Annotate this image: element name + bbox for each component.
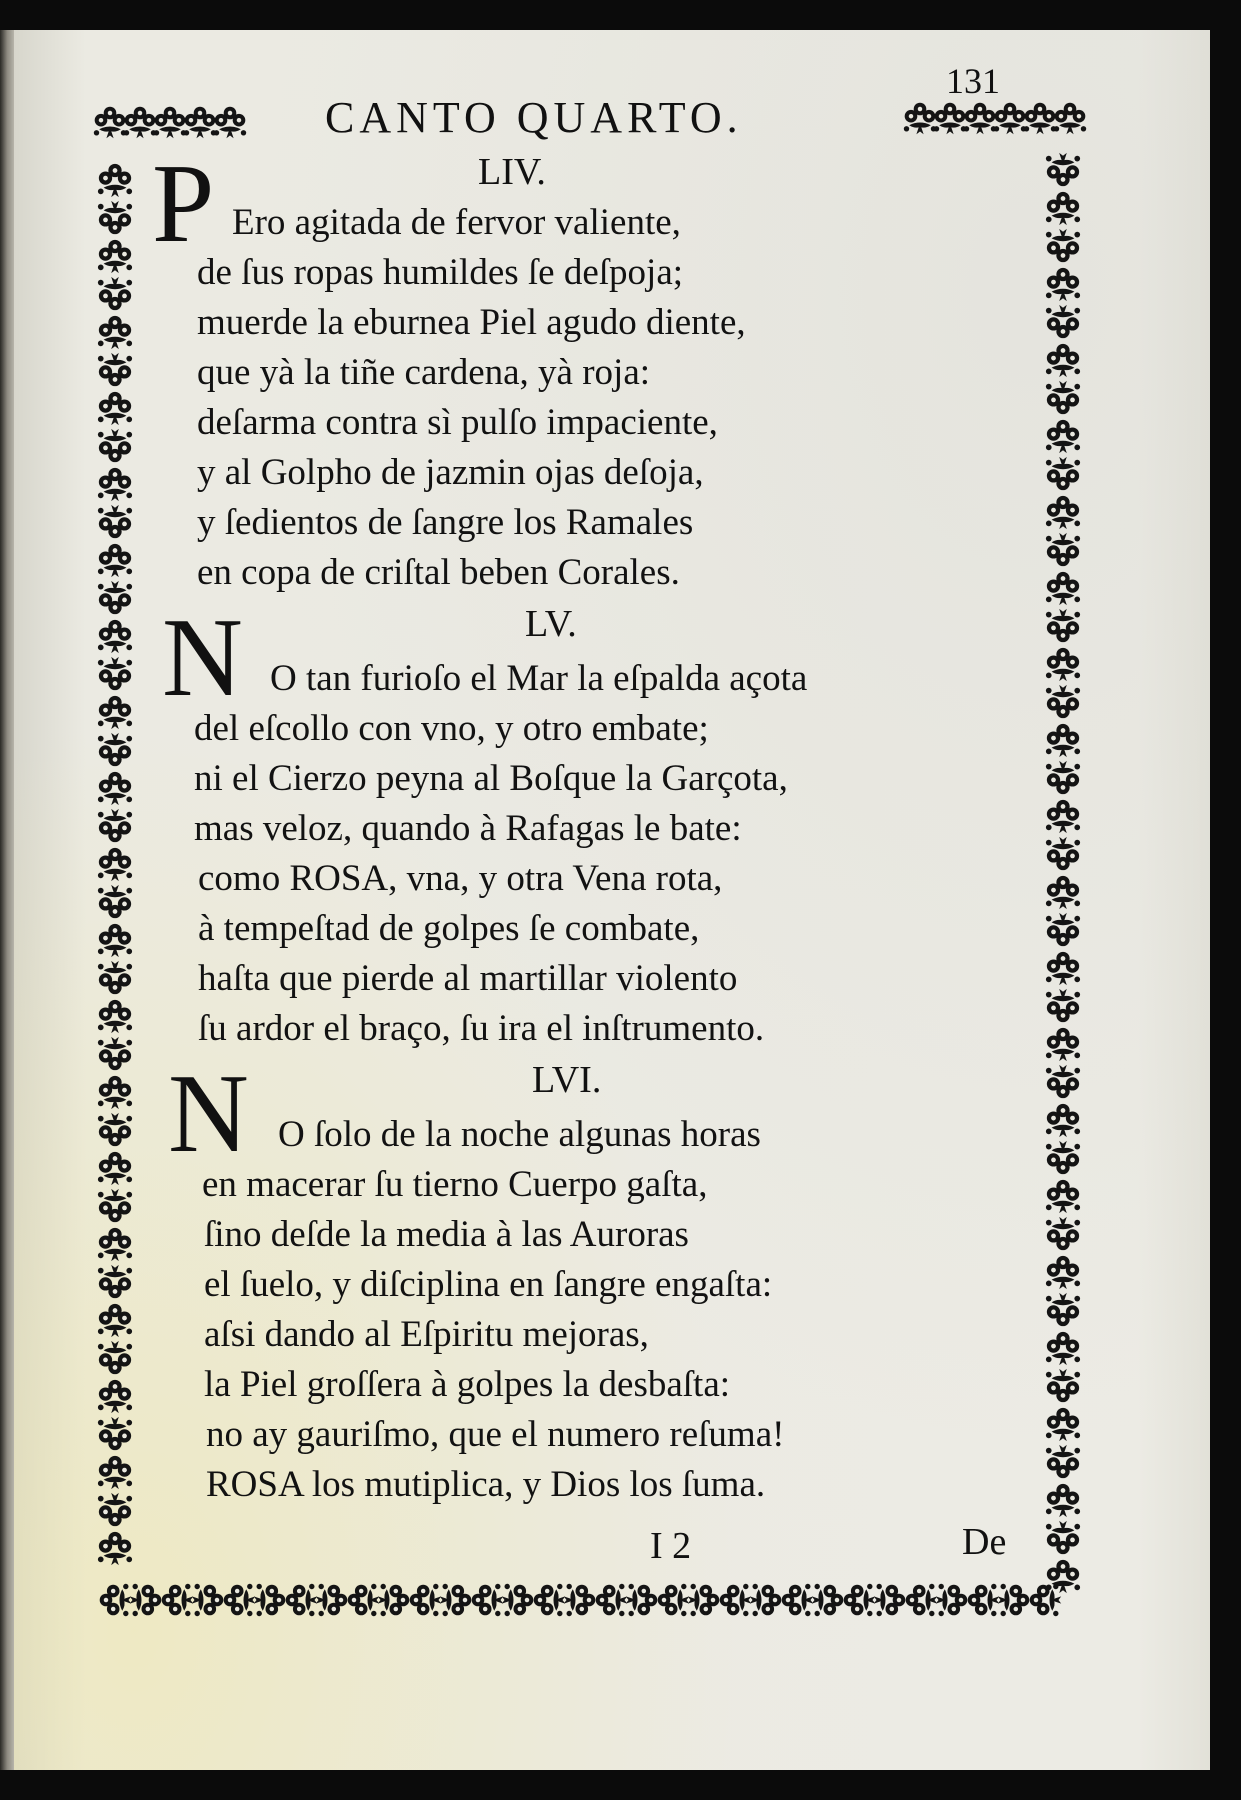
verse-line: de ſus ropas humildes ſe deſpoja; (197, 252, 684, 293)
verse-line: mas veloz, quando à Rafagas le bate: (194, 808, 742, 849)
fleuron-icon (98, 353, 132, 386)
verse-line: ſino deſde la media à las Auroras (204, 1214, 689, 1255)
verse-line: que yà la tiñe cardena, yà roja: (197, 352, 651, 393)
fleuron-icon (224, 1584, 256, 1616)
fleuron-icon (1046, 1028, 1080, 1061)
verse-line: y ſedientos de ſangre los Ramales (197, 502, 694, 543)
fleuron-icon (596, 1584, 628, 1616)
fleuron-icon (1046, 496, 1080, 529)
fleuron-icon (440, 1584, 472, 1616)
verse-line: aſsi dando al Eſpiritu mejoras, (204, 1314, 649, 1355)
fleuron-icon (98, 1152, 132, 1185)
fleuron-icon (98, 733, 132, 766)
fleuron-icon (564, 1584, 596, 1616)
fleuron-icon (1046, 381, 1080, 414)
verse-line: Ero agitada de fervor valiente, (232, 202, 681, 243)
fleuron-icon (1046, 457, 1080, 490)
fleuron-icon (968, 1584, 1000, 1616)
fleuron-icon (844, 1584, 876, 1616)
verse-line: no ay gauriſmo, que el numero reſuma! (206, 1414, 785, 1455)
fleuron-icon (98, 1532, 132, 1565)
fleuron-icon (98, 1341, 132, 1374)
drop-capital: P (152, 142, 215, 266)
drop-capital: N (162, 596, 243, 720)
running-title: CANTO QUARTO. (325, 93, 743, 142)
fleuron-icon (1046, 229, 1080, 262)
fleuron-icon (98, 1037, 132, 1070)
fleuron-icon (1046, 1521, 1080, 1554)
folio-number: 131 (946, 61, 1000, 101)
fleuron-icon (130, 1584, 162, 1616)
fleuron-icon (286, 1584, 318, 1616)
fleuron-icon (1046, 1332, 1080, 1365)
fleuron-icon (254, 1584, 285, 1616)
verse-line: O ſolo de la noche algunas horas (278, 1114, 761, 1155)
fleuron-icon (1046, 876, 1080, 909)
fleuron-icon (782, 1584, 814, 1616)
fleuron-icon (192, 1584, 224, 1616)
fleuron-icon (1046, 1104, 1080, 1137)
fleuron-icon (98, 1228, 132, 1261)
fleuron-icon (1046, 420, 1080, 453)
fleuron-icon (502, 1584, 534, 1616)
fleuron-icon (1046, 192, 1080, 225)
fleuron-icon (1046, 685, 1080, 718)
fleuron-icon (1046, 1293, 1080, 1326)
fleuron-icon (98, 1265, 132, 1298)
fleuron-icon (1046, 913, 1080, 946)
fleuron-icon (1046, 1408, 1080, 1441)
fleuron-icon (98, 1493, 132, 1526)
fleuron-icon (98, 772, 132, 805)
verse-line: haſta que pierde al martillar violento (198, 958, 738, 999)
fleuron-icon (98, 240, 132, 273)
fleuron-icon (1046, 533, 1080, 566)
fleuron-icon (1046, 837, 1080, 870)
fleuron-icon (1046, 1445, 1080, 1478)
fleuron-icon (1046, 724, 1080, 757)
fleuron-icon (998, 1584, 1030, 1616)
fleuron-icon (688, 1584, 720, 1616)
stanza-number: LVI. (532, 1059, 602, 1101)
fleuron-icon (98, 468, 132, 501)
fleuron-icon (162, 1584, 194, 1616)
verse-line: O tan furioſo el Mar la eſpalda açota (270, 658, 808, 699)
fleuron-icon (534, 1584, 566, 1616)
verse-line: en macerar ſu tierno Cuerpo gaſta, (202, 1164, 708, 1205)
fleuron-icon (98, 885, 132, 918)
fleuron-icon (410, 1584, 442, 1616)
fleuron-icon (98, 1456, 132, 1489)
fleuron-icon (378, 1584, 410, 1616)
verse-line: como ROSA, vna, y otra Vena rota, (198, 858, 723, 899)
stanza-number: LV. (525, 603, 577, 645)
verse-line: muerde la eburnea Piel agudo diente, (197, 302, 746, 343)
fleuron-icon (98, 961, 132, 994)
signature-mark: I 2 (650, 1525, 692, 1567)
fleuron-icon (1046, 761, 1080, 794)
fleuron-icon (348, 1584, 380, 1616)
fleuron-icon (472, 1584, 504, 1616)
verse-line: deſarma contra sì pulſo impaciente, (197, 402, 718, 443)
fleuron-icon (1046, 1065, 1080, 1098)
fleuron-icon (812, 1584, 844, 1616)
verse-line: en copa de criſtal beben Corales. (197, 552, 680, 593)
fleuron-icon (100, 1584, 132, 1616)
fleuron-icon (98, 809, 132, 842)
fleuron-icon (98, 581, 132, 614)
verse-line: à tempeſtad de golpes ſe combate, (198, 908, 700, 949)
drop-capital: N (168, 1052, 249, 1176)
fleuron-icon (1046, 305, 1080, 338)
fleuron-icon (936, 1584, 968, 1616)
fleuron-icon (626, 1584, 658, 1616)
fleuron-icon (98, 1189, 132, 1222)
fleuron-icon (98, 392, 132, 425)
verse-line: ROSA los mutiplica, y Dios los ſuma. (206, 1464, 766, 1505)
fleuron-icon (1046, 268, 1080, 301)
verse-line: y al Golpho de jazmin ojas deſoja, (197, 452, 704, 493)
fleuron-icon (1046, 1560, 1080, 1593)
fleuron-icon (874, 1584, 906, 1616)
fleuron-icon (98, 429, 132, 462)
stanza-number: LIV. (478, 151, 546, 193)
fleuron-icon (98, 277, 132, 310)
fleuron-icon (98, 924, 132, 957)
fleuron-icon (1046, 1484, 1080, 1517)
fleuron-icon (906, 1584, 938, 1616)
fleuron-icon (1030, 1584, 1062, 1616)
fleuron-icon (1046, 344, 1080, 377)
fleuron-icon (98, 1304, 132, 1337)
fleuron-icon (98, 696, 132, 729)
fleuron-icon (98, 848, 132, 881)
fleuron-icon (98, 201, 132, 234)
fleuron-icon (98, 544, 132, 577)
fleuron-icon (1046, 800, 1080, 833)
fleuron-icon (98, 1113, 132, 1146)
verse-line: del eſcollo con vno, y otro embate; (194, 708, 709, 749)
fleuron-icon (1046, 1256, 1080, 1289)
fleuron-icon (98, 657, 132, 690)
fleuron-icon (1046, 1369, 1080, 1402)
verse-line: ſu ardor el braço, ſu ira el inſtrumento. (198, 1008, 765, 1049)
fleuron-icon (1046, 1217, 1080, 1250)
catchword: De (962, 1521, 1007, 1563)
fleuron-icon (1046, 952, 1080, 985)
fleuron-icon (1046, 153, 1080, 186)
verse-line: la Piel groſſera à golpes la desbaſta: (204, 1364, 731, 1405)
fleuron-icon (98, 505, 132, 538)
fleuron-icon (1046, 989, 1080, 1022)
verse-line: ni el Cierzo peyna al Boſque la Garçota, (194, 758, 788, 799)
fleuron-icon (1046, 1180, 1080, 1213)
verse-line: el ſuelo, y diſciplina en ſangre engaſta: (204, 1264, 773, 1305)
fleuron-icon (98, 1000, 132, 1033)
fleuron-icon (1046, 572, 1080, 605)
fleuron-icon (1046, 648, 1080, 681)
fleuron-icon (750, 1584, 782, 1616)
fleuron-icon (98, 164, 132, 197)
fleuron-icon (720, 1584, 752, 1616)
fleuron-icon (1046, 1141, 1080, 1174)
fleuron-icon (316, 1584, 348, 1616)
fleuron-icon (98, 620, 132, 653)
fleuron-icon (98, 316, 132, 349)
fleuron-icon (98, 1380, 132, 1413)
fleuron-icon (98, 1076, 132, 1109)
fleuron-icon (1046, 609, 1080, 642)
fleuron-icon (658, 1584, 690, 1616)
fleuron-icon (98, 1417, 132, 1450)
